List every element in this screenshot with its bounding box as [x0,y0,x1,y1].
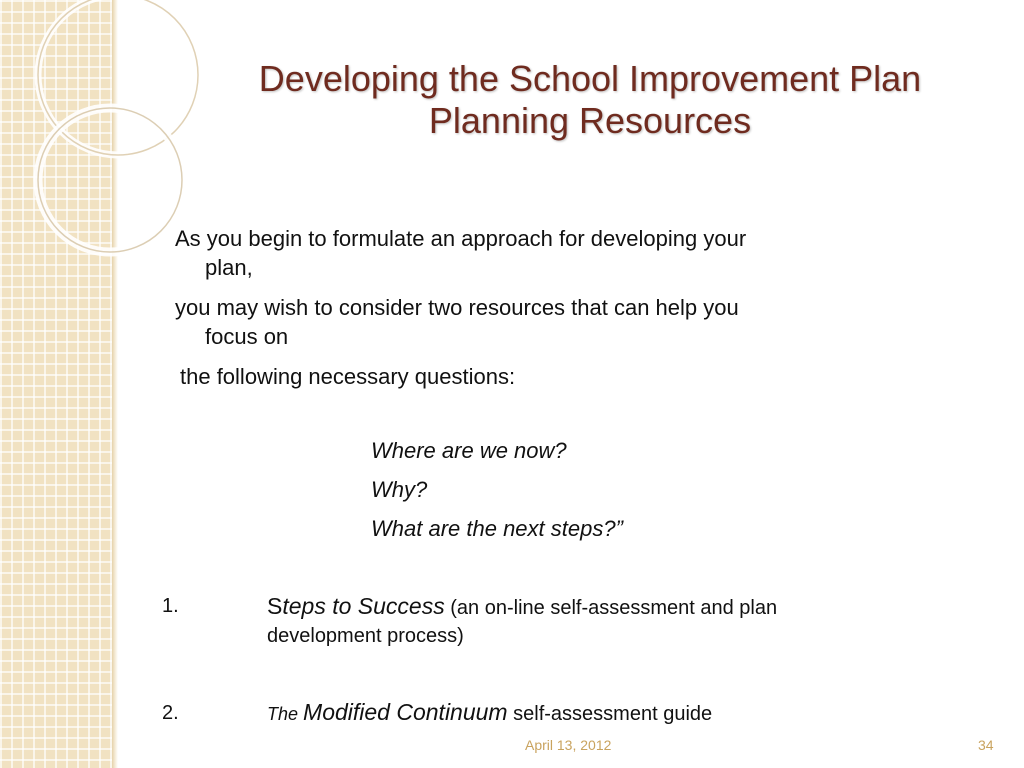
paragraph-1-line-2: plan, [205,255,253,280]
list-item-2-title: Modified Continuum [303,699,508,725]
list-item-1-title: teps to Success [282,593,445,619]
list-item-2-prefix: The [267,704,304,724]
slide-title [200,58,980,142]
footer-date: April 13, 2012 [525,737,612,753]
list-item-1-desc-line-2: development process) [267,625,464,647]
question-2: Why? [371,477,428,502]
paragraph-3: the following necessary questions: [180,364,516,389]
footer-page-number: 34 [978,737,994,753]
title-line-1: Developing the School Improvement Plan [258,58,922,99]
list-item-2 [267,698,967,728]
paragraph-2-line-2: focus on [205,324,289,349]
list-number-2: 2. [162,702,179,724]
decorative-rings [0,0,200,260]
list-item-1 [267,592,967,650]
paragraph-1 [175,224,746,282]
list-number-1: 1. [162,595,179,617]
question-1: Where are we now? [371,438,567,463]
paragraph-1-line-1: As you begin to formulate an approach for developing your [175,226,747,251]
title-line-2: Planning Resources [428,100,752,141]
paragraph-2 [175,293,739,351]
list-item-1-desc: (an on-line self-assessment and plan [444,597,778,619]
paragraph-2-line-1: you may wish to consider two resources that can help you [175,295,739,320]
list-item-2-desc: self-assessment guide [507,703,713,725]
question-3: What are the next steps?” [371,516,623,541]
list-item-1-prefix: S [267,593,283,619]
